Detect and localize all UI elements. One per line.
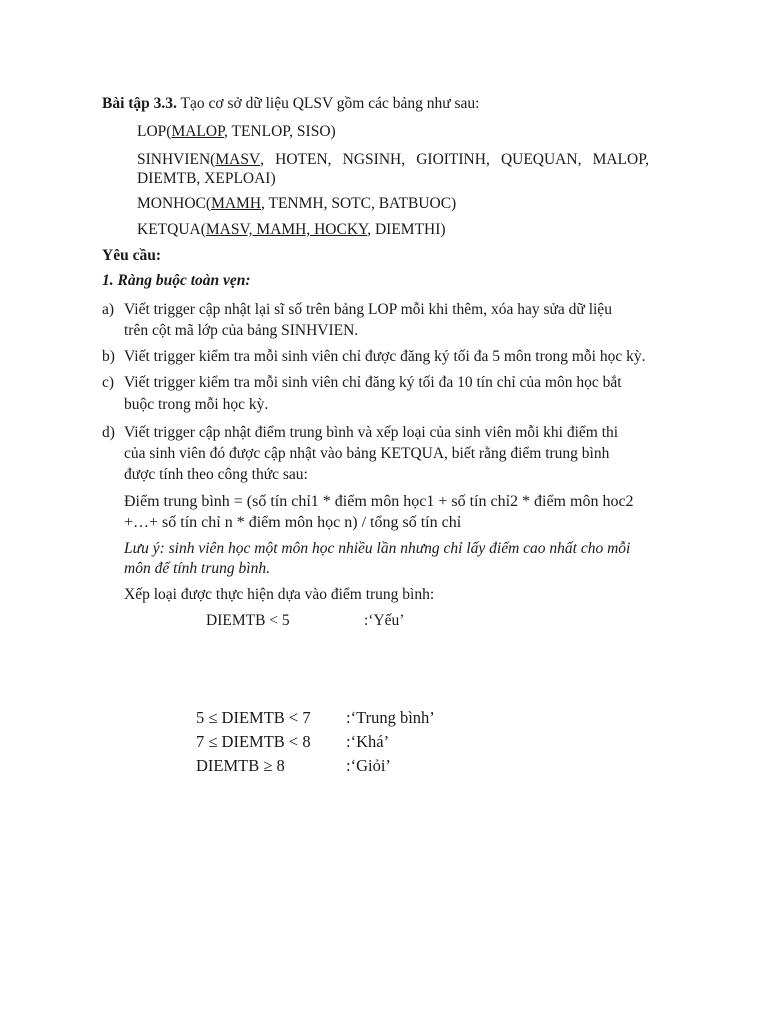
schema-sinhvien-name: SINHVIEN( — [137, 151, 216, 168]
grade-value: :‘Giỏi’ — [346, 756, 391, 775]
exercise-heading — [102, 95, 479, 113]
requirements-heading: Yêu cầu: — [102, 247, 161, 264]
item-a-line2: trên cột mã lớp của bảng SINHVIEN. — [124, 322, 359, 339]
grade-condition: DIEMTB ≥ 8 — [196, 756, 285, 775]
item-c-line1: Viết trigger kiểm tra mỗi sinh viên chỉ đăng ký tối đa 10 tín chỉ của môn học bắt — [124, 374, 622, 391]
exercise-label: Bài tập 3.3. — [102, 95, 177, 112]
grade-value: :‘Trung bình’ — [346, 708, 435, 727]
grade-row-trung-binh — [196, 708, 476, 732]
grade-condition: DIEMTB < 5 — [206, 612, 290, 629]
schema-sinhvien-key: MASV — [215, 151, 261, 168]
grade-condition: 7 ≤ DIEMTB < 8 — [196, 732, 311, 751]
grade-row-yeu — [206, 612, 406, 634]
item-d-line1: Viết trigger cập nhật điểm trung bình và xếp loại của sinh viên mỗi khi điểm thi — [124, 424, 619, 441]
schema-lop-rest: , TENLOP, SISO) — [224, 123, 336, 140]
item-d-line3: được tính theo công thức sau: — [124, 466, 308, 483]
grade-value: :‘Khá’ — [346, 732, 390, 751]
schema-ketqua-name: KETQUA( — [137, 221, 206, 238]
grade-row-gioi — [196, 756, 476, 780]
schema-sinhvien-rest: , HOTEN, NGSINH, GIOITINH, QUEQUAN, MALOP, — [260, 151, 649, 168]
schema-monhoc — [137, 195, 456, 213]
schema-lop — [137, 123, 336, 141]
schema-lop-name: LOP( — [137, 123, 172, 140]
schema-ketqua-key: MASV, MAMH, HOCKY — [205, 221, 368, 238]
schema-monhoc-key: MAMH — [211, 195, 262, 212]
schema-lop-key: MALOP — [171, 123, 224, 140]
exercise-intro: Tạo cơ sở dữ liệu QLSV gồm các bảng như sau: — [180, 95, 480, 112]
item-c-line2: buộc trong mỗi học kỳ. — [124, 396, 269, 413]
item-a-label: a) — [102, 301, 115, 318]
item-c-label: c) — [102, 374, 115, 391]
formula-line2: +…+ số tín chỉ n * điểm môn học n) / tổng số tín chỉ — [124, 514, 462, 531]
grade-row-kha — [196, 732, 476, 756]
schema-monhoc-rest: , TENMH, SOTC, BATBUOC) — [261, 195, 457, 212]
schema-ketqua-rest: , DIEMTHI) — [367, 221, 446, 238]
schema-sinhvien-line2-text: DIEMTB, XEPLOAI) — [137, 170, 276, 187]
note-line1: Lưu ý: sinh viên học một môn học nhiều lần nhưng chỉ lấy điểm cao nhất cho mỗi — [124, 540, 631, 557]
item-d-label: d) — [102, 424, 115, 441]
schema-sinhvien-line2 — [137, 170, 276, 188]
formula-line1: Điểm trung bình = (số tín chỉ1 * điểm môn học1 + số tín chỉ2 * điểm môn hoc2 — [124, 493, 634, 510]
section-1-heading: 1. Ràng buộc toàn vẹn: — [102, 272, 251, 289]
schema-monhoc-name: MONHOC( — [137, 195, 212, 212]
note-line2: môn để tính trung bình. — [124, 560, 270, 577]
schema-ketqua — [137, 221, 446, 239]
classification-intro: Xếp loại được thực hiện dựa vào điểm trung bình: — [124, 586, 435, 603]
item-a-line1: Viết trigger cập nhật lại sĩ số trên bảng LOP mỗi khi thêm, xóa hay sửa dữ liệu — [124, 301, 612, 318]
item-d-line2: của sinh viên đó được cập nhật vào bảng KETQUA, biết rằng điểm trung bình — [124, 445, 610, 462]
grade-condition: 5 ≤ DIEMTB < 7 — [196, 708, 311, 727]
item-b-line1: Viết trigger kiểm tra mỗi sinh viên chỉ được đăng ký tối đa 5 môn trong mỗi học kỳ. — [124, 348, 646, 365]
item-b-label: b) — [102, 348, 115, 365]
grade-value: :‘Yếu’ — [364, 612, 405, 629]
schema-sinhvien-line1 — [137, 151, 649, 169]
